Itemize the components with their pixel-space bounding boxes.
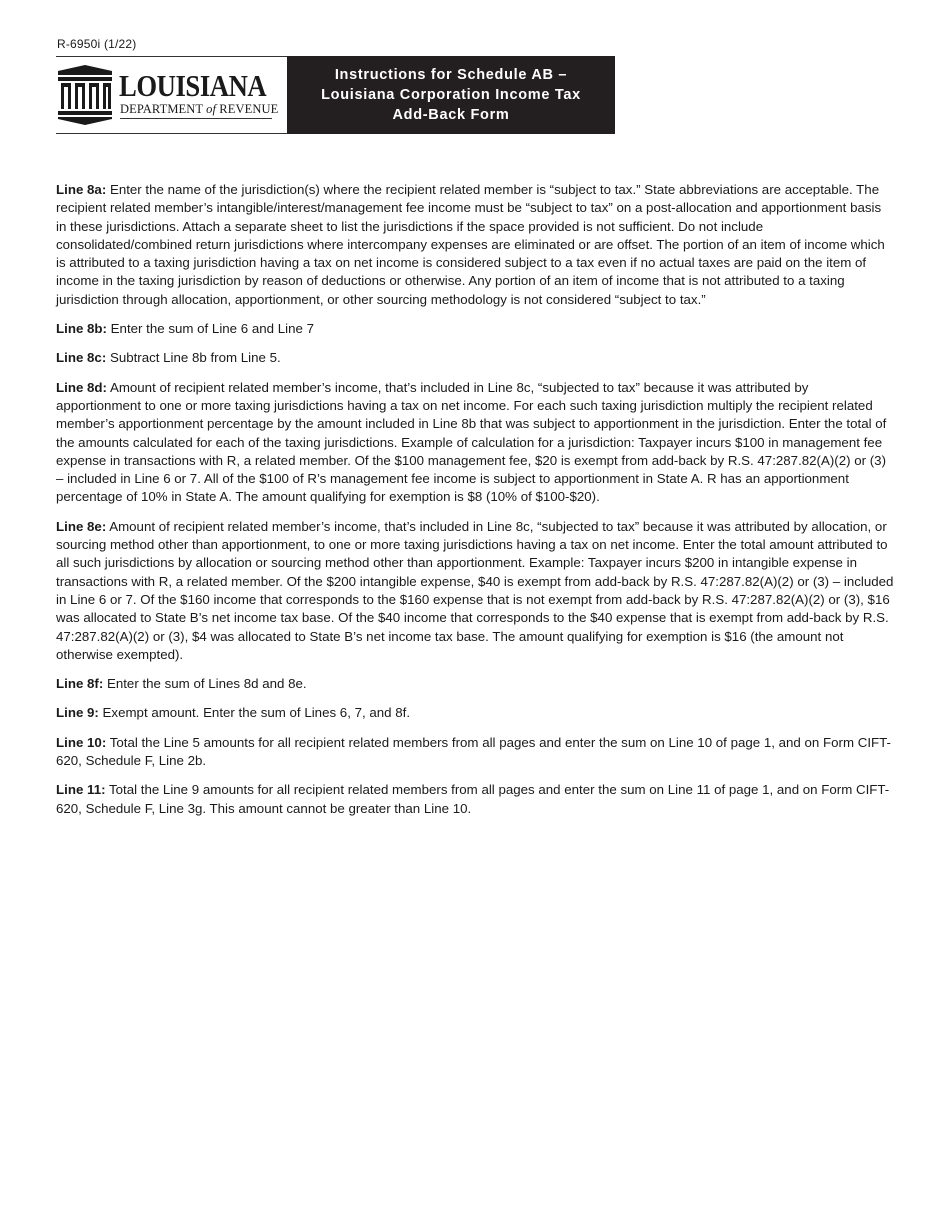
instruction-line-8d [56,379,894,507]
instruction-label: Line 8b: [56,321,107,337]
instruction-text: Amount of recipient related member’s income, that’s included in Line 8c, “subjected to tax” because it was attributed by apportionment to one or more taxing jurisdictions having a tax on net income. For each such taxing jurisdiction multiply the recipient related member’s apportionment percentage by the amount included in Line 8b that was subject to apportionment in the jurisdiction. Enter the total of the amounts calculated for each of the taxing jurisdictions. Example of calculation for a jurisdiction: Taxpayer incurs $100 in management fee expense in transactions with R, a related member. Of the $100 management fee, $20 is exempt from add-back by R.S. 47:287.82(A)(2) or (3) – included in Line 6 or 7. All of the $100 of R’s management fee income is subject to apportionment in State A. R has an apportionment percentage of 10% in State A. The amount qualifying for exemption is $8 (10% of $100-$20). [56,379,887,505]
instruction-label: Line 8f: [56,676,104,692]
logo-subline-part1: DEPARTMENT [120,102,207,116]
title-line-2: Louisiana Corporation Income Tax [321,87,581,103]
form-title [287,56,615,134]
capitol-columns-icon [56,65,114,125]
instruction-text: Subtract Line 8b from Line 5. [106,350,281,366]
instruction-label: Line 8d: [56,379,107,395]
instruction-text: Enter the name of the jurisdiction(s) where the recipient related member is “subject to tax.” State abbreviations are acceptable. The recipient related member’s intangible/interest/management fee income must be “subject to tax” on a post-allocation and apportionment basis in these jurisdictions. Attach a separate sheet to list the jurisdictions if the space provided is not sufficient. Do not include consolidated/combined return jurisdictions where intercompany expenses are eliminated or are offset. The portion of an item of income which is attributed to a taxing jurisdiction having a tax on net income is considered subject to a tax even if no actual taxes are paid on the item of income in the taxing jurisdiction by reason of deductions or otherwise. Any portion of an item of income that is not attributed to a taxing jurisdiction through allocation, apportionment, or other sourcing methodology is not considered “subject to tax.” [56,182,885,307]
instruction-text: Total the Line 5 amounts for all recipient related members from all pages and enter the sum on Line 10 of page 1, and on Form CIFT-620, Schedule F, Line 2b. [56,734,891,769]
louisiana-revenue-logo [56,56,287,134]
logo-subline-of: of [206,102,217,116]
instruction-label: Line 10: [56,734,107,750]
logo-subline-part2: REVENUE [216,102,279,116]
title-line-1: Instructions for Schedule AB – [334,67,568,83]
instruction-text: Enter the sum of Lines 8d and 8e. [103,676,307,692]
instruction-label: Line 11: [56,782,106,798]
instruction-line-8b [56,320,894,338]
logo-wordmark: LOUISIANA [119,68,267,103]
instruction-line-10 [56,734,894,771]
instruction-line-11 [56,781,894,818]
instruction-text: Total the Line 9 amounts for all recipient related members from all pages and enter the sum on Line 11 of page 1, and on Form CIFT-620, Schedule F, Line 3g. This amount cannot be greater than Line 10. [56,782,890,816]
instruction-label: Line 9: [56,705,99,721]
instruction-line-9 [56,704,894,722]
instruction-text: Enter the sum of Line 6 and Line 7 [106,321,314,337]
form-number: R-6950i (1/22) [57,37,137,51]
instruction-line-8a [56,181,894,309]
page-header [56,56,615,134]
instruction-text: Amount of recipient related member’s income, that’s included in Line 8c, “subjected to tax” because it was attributed by allocation, or sourcing method other than apportionment, to one or more taxing jurisdictions having a tax on net income. Enter the total amount attributed to all such jurisdictions by allocation or sourcing method other than apportionment. Example: Taxpayer incurs $200 in intangible expense in transactions with R, a related member. Of the $200 intangible expense, $40 is exempt from add-back by R.S. 47:287.82(A)(2) or (3) – included in Line 6 or 7. Of the $160 income that corresponds to the $160 expense that is not exempt from add-back by R.S. 47:287.82(A)(2) or (3), $16 was allocated to State B’s net income tax base. Of the $40 income that corresponds to the $40 expense that is exempt from add-back by R.S. 47:287.82(A)(2) or (3), $4 was allocated to State B’s net income tax base. The amount qualifying for exemption is $16 (the amount not otherwise exempted). [56,518,894,662]
instructions-body [56,181,894,829]
logo-divider [120,118,272,119]
logo-subline [120,103,278,116]
instruction-line-8e [56,518,894,664]
instruction-label: Line 8a: [56,182,107,197]
instruction-line-8c [56,349,894,367]
instruction-line-8f [56,675,894,693]
instruction-label: Line 8c: [56,350,107,366]
instruction-label: Line 8e: [56,518,107,534]
title-line-3: Add-Back Form [392,107,510,123]
instruction-text: Exempt amount. Enter the sum of Lines 6, 7, and 8f. [98,705,411,721]
